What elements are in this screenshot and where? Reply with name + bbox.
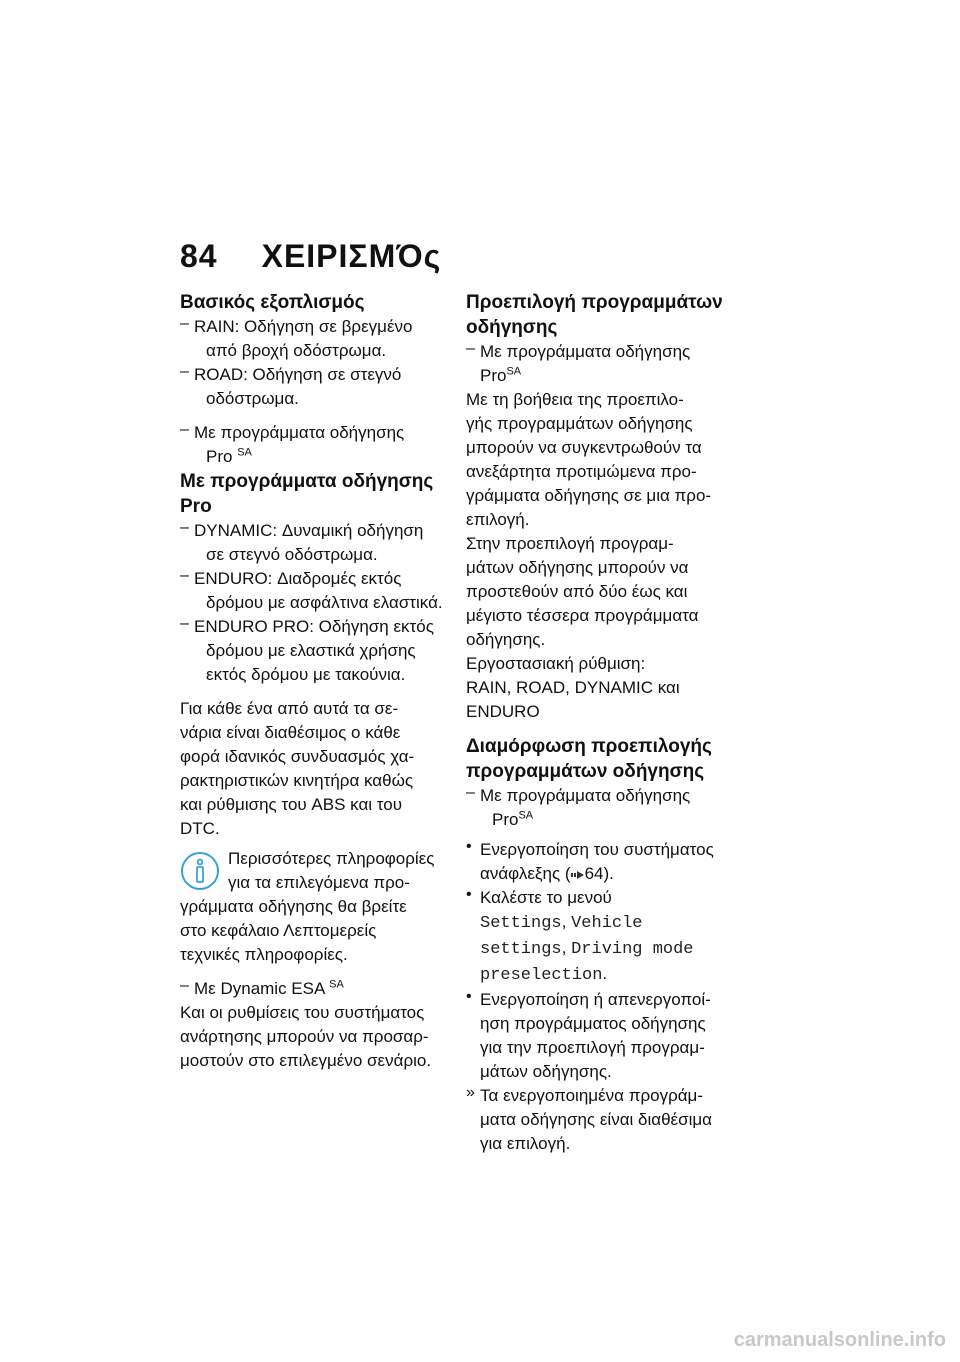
result-item: » Τα ενεργοποιημένα προγράμ- ματα οδήγησης είναι διαθέσιμα για επιλογή. (466, 1084, 713, 1153)
info-note: Περισσότερες πληροφορίες για τα επιλεγόμενα προ- γράμματα οδήγησης θα βρείτε στο κεφάλαιο Λεπτομερείς τεχνικές πληροφορίες. (180, 849, 435, 964)
list-item: – RAIN: Οδήγηση σε βρεγμένο από βροχή οδόστρωμα. (180, 315, 413, 360)
info-circle-icon (180, 851, 220, 891)
list-item: – ENDURO PRO: Οδήγηση εκτός δρόμου με ελαστικά χρήσης εκτός δρόμου με τακούνια. (180, 615, 434, 684)
list-item: – DYNAMIC: Δυναμική οδήγηση σε στεγνό οδόστρωμα. (180, 519, 424, 564)
list-item: – ROAD: Οδήγηση σε στεγνό οδόστρωμα. (180, 363, 402, 408)
page-header (180, 238, 441, 275)
option-pro: – Με προγράμματα οδήγησης Pro $^{SA}$ (180, 421, 405, 466)
pro-heading: Με προγράμματα οδήγησης (180, 471, 434, 492)
menu-settings: Settings (480, 914, 562, 933)
option-esa: – Με Dynamic ESA $^{SA}$ (180, 977, 344, 998)
option-pro: – Με προγράμματα οδήγησης Pro$^{SA}$ (466, 340, 691, 385)
page-number: 84 (180, 238, 218, 274)
option-pro: – Με προγράμματα οδήγησης Pro$^{SA}$ (466, 784, 691, 829)
scenario-paragraph: Για κάθε ένα από αυτά τα σε- νάρια είναι διαθέσιμος ο κάθε φορά ιδανικός συνδυασμός χα- ρακτηριστικών κινητήρα καθώς και ρύθμισης του ABS και του DTC. (180, 699, 415, 838)
list-item: • Καλέστε το μενού Settings, Vehicle settings, Driving mode preselection. (466, 886, 694, 985)
preselection-paragraph: Στην προεπιλογή προγραμ- μάτων οδήγησης μπορούν να προστεθούν από δύο έως και μέγιστο τέσσερα προγράμματα οδήγησης. (466, 534, 699, 649)
page-reference-arrow-icon (571, 870, 585, 880)
right-column: Προεπιλογή προγραμμάτων οδήγησης – Με προγράμματα οδήγησης Pro$^{SA}$ Με τη βοήθεια της προεπιλο- γής προγραμμάτων οδήγησης μπορούν να συγκεντρωθούν τα ανεξάρτητα προτιμώμενα προ- γράμματα οδήγησης σε μια προ- επιλογή. Στην προεπιλογή προγραμ- μάτων οδήγησης μπορούν να προστεθούν από δύο έως και μέγιστο τέσσερα προγράμματα οδήγησης. Εργοστασιακή ρύθμιση: RAIN, ROAD, DYNAMIC και ENDURO Διαμόρφωση προεπιλογής προγραμμάτων οδήγησης – Με προγράμματα οδήγησης Pro$^{SA}$ • Ενεργοποίηση του συστήματος ανάφλεξης ( 64). • Καλέστε το μενού Settings, Vehicle settings, Driving mode preselection. • Ενεργοποίηση ή απενεργοποί- ηση προγράμματος οδήγησης για την προεπιλογή προγραμ- μάτων οδήγησης. » Τα ενεργοποιημένα προγράμ- ματα οδήγησης είναι διαθέσιμα για επιλογή. (466, 290, 736, 1156)
watermark: carmanualsonline.info (733, 1329, 946, 1351)
configure-heading: Διαμόρφωση προεπιλογής (466, 736, 712, 757)
esa-paragraph: Και οι ρυθμίσεις του συστήματος ανάρτησης μπορούν να προσαρ- μοστούν στο επιλεγμένο σενάριο. (180, 1003, 432, 1070)
factory-setting: Εργοστασιακή ρύθμιση: RAIN, ROAD, DYNAMIC και ENDURO (466, 654, 680, 721)
left-column: Βασικός εξοπλισμός – RAIN: Οδήγηση σε βρεγμένο από βροχή οδόστρωμα. – ROAD: Οδήγηση σε στεγνό οδόστρωμα. – Με προγράμματα οδήγησης Pro $^{SA}$ Με προγράμματα οδήγησης Pro – DYNAMIC: Δυναμική οδήγηση σε στεγνό οδόστρωμα. – ENDURO: Διαδρομές εκτός δρόμου με ασφάλτινα ελαστικά. – ENDURO PRO: Οδήγηση εκτός δρόμου με ελαστικά χρήσης εκτός δρόμου με τακούνια. Για κάθε ένα από αυτά τα σε- νάρια είναι διαθέσιμος ο κάθε φορά ιδανικός συνδυασμός χα- ρακτηριστικών κινητήρα καθώς και ρύθμισης του ABS και του DTC. Περισσότερες πληροφορίες για τα επιλεγόμενα προ- γράμματα οδήγησης θα βρείτε στο κεφάλαιο Λεπτομερείς τεχνικές πληροφορίες. – Με Dynamic ESA $^{SA}$ Και οι ρυθμίσεις του συστήματος ανάρτησης μπορούν να προσαρ- μοστούν στο επιλεγμένο σενάριο. (180, 290, 450, 1073)
list-item: • Ενεργοποίηση του συστήματος ανάφλεξης ( 64). (466, 838, 714, 883)
basic-equipment-heading: Βασικός εξοπλισμός (180, 292, 365, 313)
preselection-paragraph: Με τη βοήθεια της προεπιλο- γής προγραμμάτων οδήγησης μπορούν να συγκεντρωθούν τα ανεξάρτητα προτιμώμενα προ- γράμματα οδήγησης σε μια προ- επιλογή. (466, 390, 712, 529)
preselection-heading: Προεπιλογή προγραμμάτων (466, 292, 723, 313)
list-item: – ENDURO: Διαδρομές εκτός δρόμου με ασφάλτινα ελαστικά. (180, 567, 443, 612)
page-title: ΧΕΙΡΙΣΜΌς (261, 238, 442, 274)
list-item: • Ενεργοποίηση ή απενεργοποί- ηση προγράμματος οδήγησης για την προεπιλογή προγραμ- μάτων οδήγησης. (466, 988, 711, 1081)
